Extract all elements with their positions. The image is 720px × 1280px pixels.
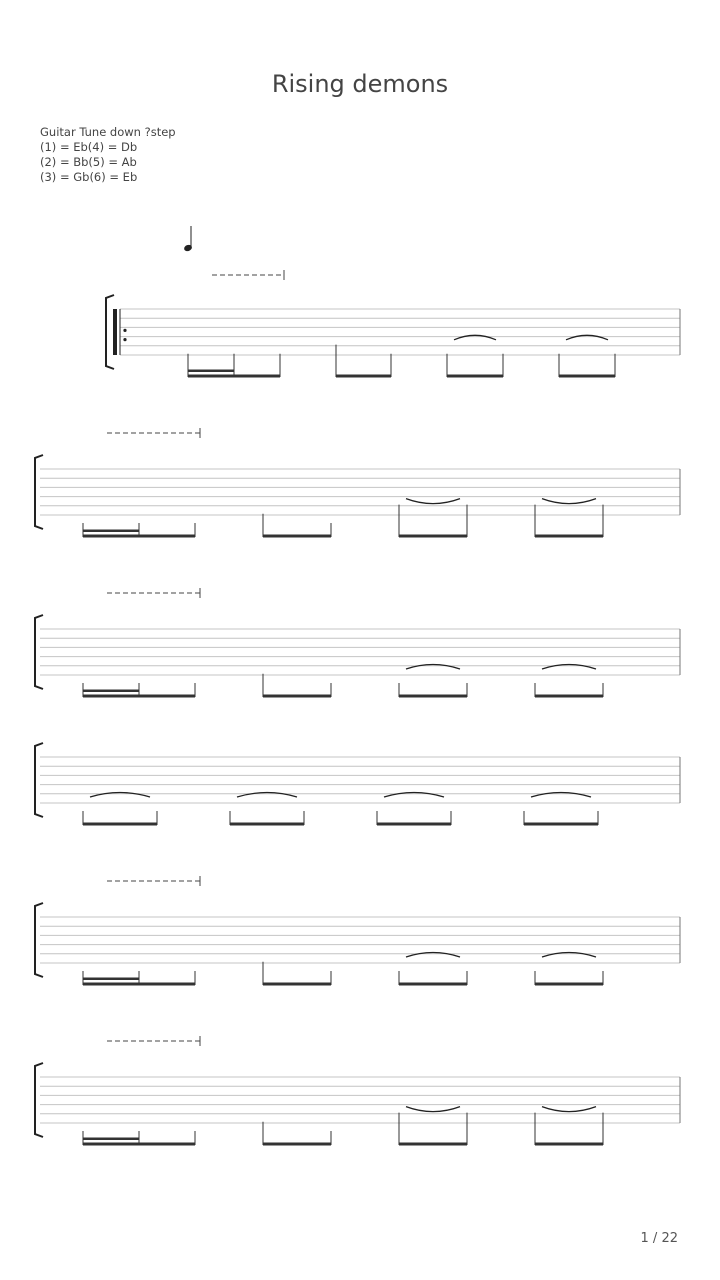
note-beam-secondary (188, 370, 234, 373)
system-bracket (35, 743, 43, 817)
slur (542, 953, 596, 958)
tuning-line: (2) = Bb(5) = Ab (40, 155, 137, 169)
note-beam (535, 535, 603, 538)
note-beam (535, 1143, 603, 1146)
slur (566, 335, 608, 340)
note-beam (336, 375, 391, 378)
slur (406, 953, 460, 958)
note-beam (263, 535, 331, 538)
slur (542, 499, 596, 504)
slur (542, 665, 596, 670)
tuning-header: Guitar Tune down ?step (40, 125, 176, 139)
note-beam (399, 983, 467, 986)
note-beam (263, 983, 331, 986)
note-beam (535, 983, 603, 986)
note-beam (263, 695, 331, 698)
note-beam (559, 375, 615, 378)
note-beam (535, 695, 603, 698)
note-beam (83, 1143, 195, 1146)
system-bracket (35, 615, 43, 689)
note-beam (188, 375, 280, 378)
slur (406, 1107, 460, 1112)
slur (90, 793, 150, 798)
note-beam (399, 695, 467, 698)
note-beam-secondary (83, 530, 139, 533)
slur (384, 793, 444, 798)
note-beam (83, 695, 195, 698)
system-bracket (35, 1063, 43, 1137)
system-bracket (35, 903, 43, 977)
slur (237, 793, 297, 798)
tuning-line: (3) = Gb(6) = Eb (40, 170, 138, 184)
note-beam (524, 823, 598, 826)
note-beam-secondary (83, 978, 139, 981)
slur (406, 499, 460, 504)
note-beam (399, 1143, 467, 1146)
note-beam (447, 375, 503, 378)
note-beam (83, 535, 195, 538)
system-bracket (35, 455, 43, 529)
page-indicator: 1 / 22 (640, 1231, 678, 1246)
system-bracket (106, 295, 114, 369)
repeat-thick-barline (113, 309, 117, 355)
slur (454, 335, 496, 340)
repeat-dot (123, 338, 126, 341)
slur (531, 793, 591, 798)
note-beam (83, 823, 157, 826)
note-beam (377, 823, 451, 826)
note-beam (399, 535, 467, 538)
score-title: Rising demons (271, 70, 449, 98)
tuning-line: (1) = Eb(4) = Db (40, 140, 138, 154)
note-beam (230, 823, 304, 826)
slur (406, 665, 460, 670)
note-beam-secondary (83, 1138, 139, 1141)
note-beam (263, 1143, 331, 1146)
note-beam (83, 983, 195, 986)
repeat-dot (123, 329, 126, 332)
slur (542, 1107, 596, 1112)
note-beam-secondary (83, 690, 139, 693)
